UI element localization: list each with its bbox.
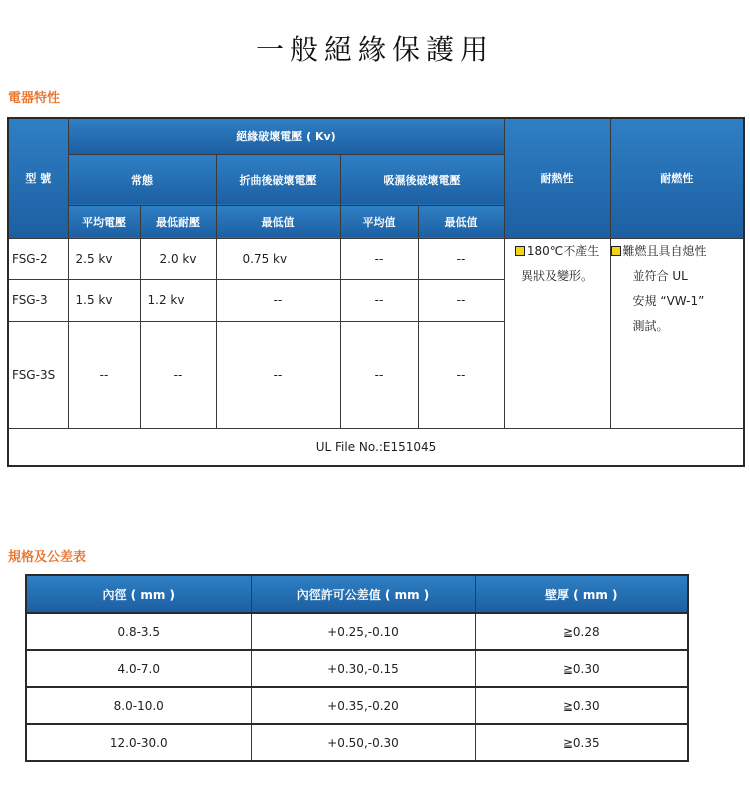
moisture-min-cell: -- bbox=[418, 321, 504, 428]
moisture-avg-value-header: 平均值 bbox=[340, 205, 418, 238]
table-row bbox=[26, 724, 688, 761]
moisture-avg-cell: -- bbox=[340, 321, 418, 428]
checkbox-icon bbox=[515, 246, 525, 256]
heat-note-line1: 180℃不產生 bbox=[526, 243, 600, 258]
moisture-min-cell: -- bbox=[418, 238, 504, 279]
bending-min-cell: 0.75 kv bbox=[216, 238, 340, 279]
flame-resistance-header: 耐燃性 bbox=[610, 118, 744, 238]
avg-voltage-header: 平均電壓 bbox=[68, 205, 140, 238]
moisture-avg-cell: -- bbox=[340, 238, 418, 279]
model-cell: FSG-2 bbox=[8, 238, 68, 279]
flame-note-line1: 難燃且具自熄性 bbox=[622, 243, 707, 258]
min-withstand-header: 最低耐壓 bbox=[140, 205, 216, 238]
min-withstand-cell: -- bbox=[140, 321, 216, 428]
moisture-min-cell: -- bbox=[418, 279, 504, 321]
after-bending-header: 折曲後破壞電壓 bbox=[216, 154, 340, 205]
moisture-avg-cell: -- bbox=[340, 279, 418, 321]
inner-diameter-cell: 8.0-10.0 bbox=[26, 687, 251, 724]
tolerance-cell: +0.30,-0.15 bbox=[251, 650, 475, 687]
flame-note-line3: 安規 “VW-1” bbox=[632, 293, 705, 308]
wall-thickness-cell: ≧0.30 bbox=[475, 650, 688, 687]
heat-note-line2: 異狀及變形。 bbox=[521, 268, 594, 283]
electrical-characteristics-table bbox=[7, 117, 745, 467]
inner-diameter-header: 內徑 ( mm ) bbox=[26, 575, 251, 613]
table-row bbox=[26, 687, 688, 724]
bending-min-value-header: 最低值 bbox=[216, 205, 340, 238]
min-withstand-cell: 2.0 kv bbox=[140, 238, 216, 279]
table-row bbox=[26, 613, 688, 650]
table-row bbox=[8, 238, 744, 279]
flame-resistance-note bbox=[610, 238, 744, 428]
wall-thickness-cell: ≧0.35 bbox=[475, 724, 688, 761]
moisture-min-value-header: 最低值 bbox=[418, 205, 504, 238]
electrical-section-title: 電器特性 bbox=[8, 91, 61, 106]
inner-diameter-cell: 0.8-3.5 bbox=[26, 613, 251, 650]
checkbox-icon bbox=[611, 246, 621, 256]
page-title: 一般絕緣保護用 bbox=[255, 33, 494, 66]
breakdown-voltage-header: 絕緣破壞電壓 ( Kv) bbox=[68, 118, 504, 154]
spec-tolerance-table bbox=[25, 574, 689, 762]
bending-min-cell: -- bbox=[216, 279, 340, 321]
model-header: 型 號 bbox=[8, 118, 68, 238]
wall-thickness-header: 壁厚 ( mm ) bbox=[475, 575, 688, 613]
tolerance-cell: +0.50,-0.30 bbox=[251, 724, 475, 761]
avg-voltage-cell: -- bbox=[68, 321, 140, 428]
bending-min-cell: -- bbox=[216, 321, 340, 428]
heat-resistance-header: 耐熱性 bbox=[504, 118, 610, 238]
flame-note-line2: 並符合 UL bbox=[632, 268, 688, 283]
avg-voltage-cell: 1.5 kv bbox=[68, 279, 140, 321]
heat-resistance-note bbox=[504, 238, 610, 428]
wall-thickness-cell: ≧0.28 bbox=[475, 613, 688, 650]
model-cell: FSG-3 bbox=[8, 279, 68, 321]
table-row bbox=[26, 650, 688, 687]
normal-state-header: 常態 bbox=[68, 154, 216, 205]
tolerance-cell: +0.25,-0.10 bbox=[251, 613, 475, 650]
tolerance-cell: +0.35,-0.20 bbox=[251, 687, 475, 724]
avg-voltage-cell: 2.5 kv bbox=[68, 238, 140, 279]
ul-file-number: UL File No.:E151045 bbox=[8, 428, 744, 466]
flame-note-line4: 測試。 bbox=[632, 318, 669, 333]
spec-section-title: 規格及公差表 bbox=[8, 550, 87, 565]
after-moisture-header: 吸濕後破壞電壓 bbox=[340, 154, 504, 205]
tolerance-header: 內徑許可公差值 ( mm ) bbox=[251, 575, 475, 613]
inner-diameter-cell: 12.0-30.0 bbox=[26, 724, 251, 761]
inner-diameter-cell: 4.0-7.0 bbox=[26, 650, 251, 687]
wall-thickness-cell: ≧0.30 bbox=[475, 687, 688, 724]
model-cell: FSG-3S bbox=[8, 321, 68, 428]
min-withstand-cell: 1.2 kv bbox=[140, 279, 216, 321]
